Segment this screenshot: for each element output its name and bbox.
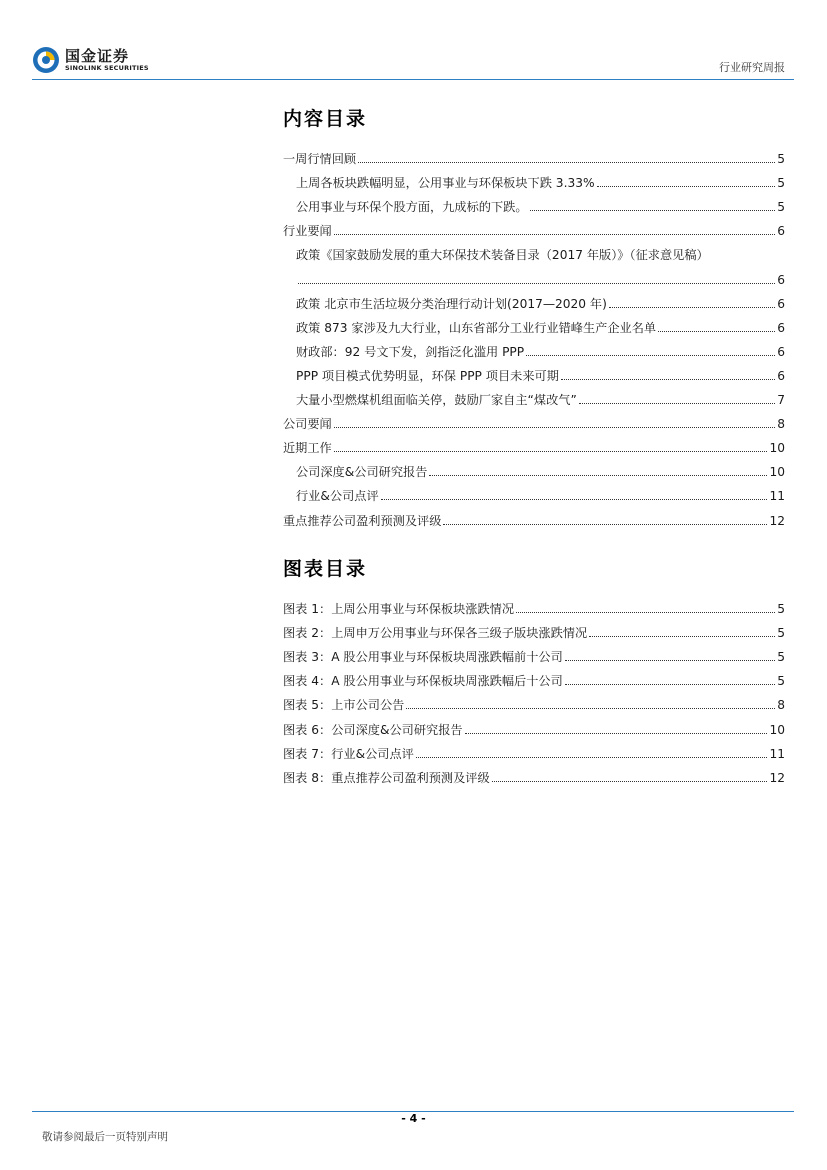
toc-entry-page: 6: [777, 224, 785, 239]
figure-entry-page: 5: [777, 626, 785, 641]
toc-entry[interactable]: [283, 408, 785, 432]
figure-entry[interactable]: [283, 665, 785, 689]
figures-section: [283, 557, 785, 786]
toc-entry-text: 行业&公司点评: [296, 489, 379, 504]
toc-entry[interactable]: [283, 432, 785, 456]
toc-entry-text: 政策《国家鼓励发展的重大环保技术装备目录（2017 年版）》（征求意见稿）: [296, 248, 709, 263]
toc-entry-text: 一周行情回顾: [283, 152, 357, 167]
page-number: - 4 -: [401, 1112, 426, 1125]
toc-entry-text: 公用事业与环保个股方面，九成标的下跌。: [296, 200, 528, 215]
toc-entry-text: 行业要闻: [283, 224, 332, 239]
figure-entry-page: 8: [777, 698, 785, 713]
toc-entry-text: 政策 873 家涉及九大行业，山东省部分工业行业错峰生产企业名单: [296, 320, 657, 335]
toc-entry-wrapped-line[interactable]: [283, 239, 785, 263]
toc-entry-page: 5: [777, 200, 785, 215]
toc-entry-text: PPP 项目模式优势明显，环保 PPP 项目未来可期: [296, 368, 559, 383]
toc-entry-text: 重点推荐公司盈利预测及评级: [283, 513, 442, 528]
figure-entry[interactable]: [283, 689, 785, 713]
toc-entry[interactable]: [283, 312, 785, 336]
company-logo: [32, 46, 149, 74]
toc-entry[interactable]: [283, 456, 785, 480]
toc-entry[interactable]: [283, 143, 785, 167]
contents-list: [283, 143, 785, 529]
toc-entry-text: 近期工作: [283, 441, 332, 456]
figure-entry-text: 图表 5：上市公司公告: [283, 698, 405, 713]
contents-section: [283, 107, 785, 529]
footer-disclaimer[interactable]: 敬请参阅最后一页特别声明: [42, 1131, 168, 1143]
figure-entry-text: 图表 6：公司深度&公司研究报告: [283, 722, 463, 737]
toc-entry-text: 财政部：92 号文下发，剑指泛化滥用 PPP: [296, 344, 525, 359]
toc-entry[interactable]: [283, 263, 785, 287]
toc-entry-text: 政策 北京市生活垃圾分类治理行动计划(2017—2020 年): [296, 296, 607, 311]
report-type-label: 行业研究周报: [719, 61, 785, 74]
toc-entry-page: 6: [777, 296, 785, 311]
header-divider: [32, 79, 794, 80]
toc-entry-text: 大量小型燃煤机组面临关停，鼓励厂家自主“煤改气”: [296, 393, 577, 408]
toc-entry-page: 5: [777, 152, 785, 167]
toc-entry[interactable]: [283, 480, 785, 504]
toc-entry-page: 5: [777, 176, 785, 191]
figures-list: [283, 593, 785, 786]
toc-entry[interactable]: [283, 215, 785, 239]
toc-entry-text: 公司深度&公司研究报告: [296, 465, 428, 480]
figure-entry-text: 图表 3：A 股公用事业与环保板块周涨跌幅前十公司: [283, 650, 563, 665]
figure-entry-page: 5: [777, 674, 785, 689]
figure-entry[interactable]: [283, 738, 785, 762]
toc-entry-page: 11: [769, 489, 785, 504]
toc-entry-page: 6: [777, 344, 785, 359]
figure-entry-page: 5: [777, 602, 785, 617]
toc-entry-page: 8: [777, 417, 785, 432]
toc-entry-page: 12: [769, 513, 785, 528]
figure-entry[interactable]: [283, 617, 785, 641]
toc-entry[interactable]: [283, 336, 785, 360]
toc-entry-page: 6: [777, 320, 785, 335]
logo-english-name: SINOLINK SECURITIES: [65, 63, 149, 72]
figure-entry-page: 11: [769, 746, 785, 761]
figure-entry-text: 图表 1：上周公用事业与环保板块涨跌情况: [283, 602, 515, 617]
toc-entry[interactable]: [283, 167, 785, 191]
figure-entry[interactable]: [283, 762, 785, 786]
toc-entry-page: 10: [769, 441, 785, 456]
figure-entry-text: 图表 4：A 股公用事业与环保板块周涨跌幅后十公司: [283, 674, 563, 689]
toc-entry-text: 上周各板块跌幅明显，公用事业与环保板块下跌 3.33%: [296, 176, 595, 191]
figure-entry-page: 12: [769, 770, 785, 785]
toc-entry-page: 10: [769, 465, 785, 480]
toc-entry[interactable]: [283, 504, 785, 528]
toc-entry-page: 6: [777, 368, 785, 383]
figure-entry[interactable]: [283, 641, 785, 665]
figure-entry-text: 图表 8：重点推荐公司盈利预测及评级: [283, 770, 490, 785]
figure-entry[interactable]: [283, 593, 785, 617]
figure-entry-page: 10: [769, 722, 785, 737]
contents-title: 内容目录: [283, 108, 368, 130]
figure-entry[interactable]: [283, 713, 785, 737]
figures-title: 图表目录: [283, 558, 368, 580]
toc-entry-page: 7: [777, 393, 785, 408]
sinolink-logo-icon: [32, 46, 60, 74]
figure-entry-text: 图表 7：行业&公司点评: [283, 746, 414, 761]
logo-chinese-name: 国金证券: [65, 46, 130, 65]
toc-entry[interactable]: [283, 191, 785, 215]
page-header: [0, 0, 827, 82]
toc-entry[interactable]: [283, 288, 785, 312]
toc-entry-text: 公司要闻: [283, 417, 332, 432]
toc-entry[interactable]: [283, 384, 785, 408]
toc-entry-page: 6: [777, 272, 785, 287]
figure-entry-page: 5: [777, 650, 785, 665]
figure-entry-text: 图表 2：上周申万公用事业与环保各三级子版块涨跌情况: [283, 626, 588, 641]
toc-entry[interactable]: [283, 360, 785, 384]
